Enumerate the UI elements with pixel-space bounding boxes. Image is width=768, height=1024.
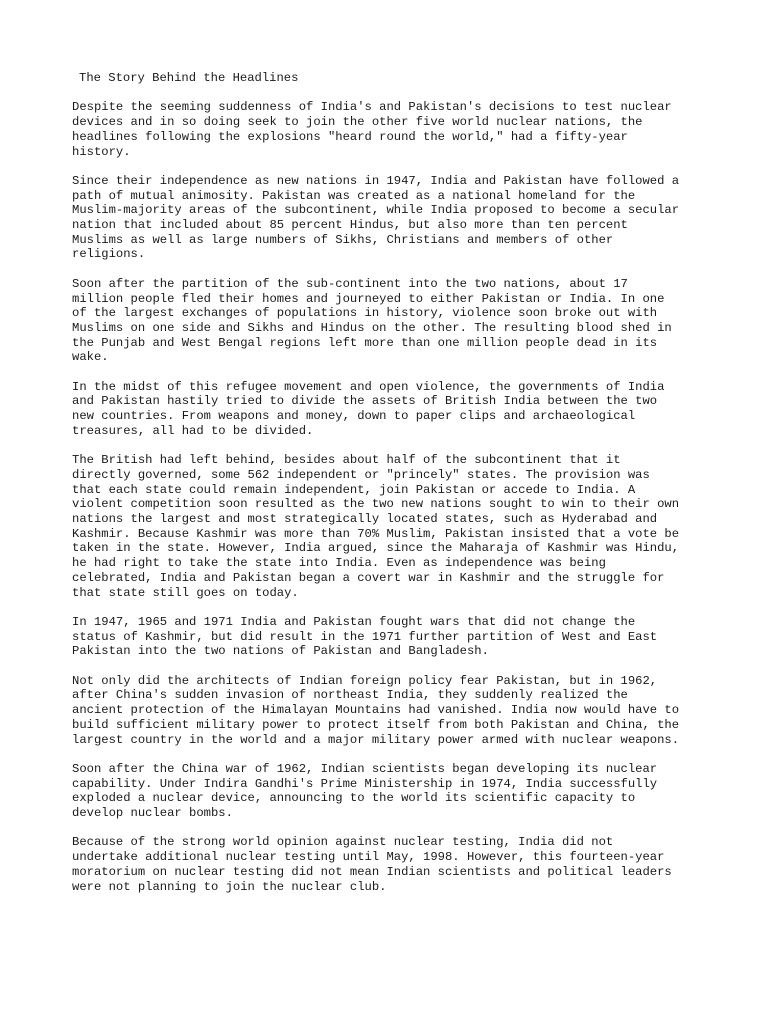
paragraph: Despite the seeming suddenness of India's and Pakistan's decisions to test nuclear devices and in so doing seek to join the other five world nuclear nations, the headlines following the explosions "heard round the world," had a fifty-year history. bbox=[72, 100, 672, 159]
paragraph: In 1947, 1965 and 1971 India and Pakistan fought wars that did not change the status of Kashmir, but did result in the 1971 further partition of West and East Pakistan into the two nations of Pakistan and Bangladesh. bbox=[72, 614, 658, 659]
document-title: The Story Behind the Headlines bbox=[79, 71, 299, 85]
paragraph: The British had left behind, besides about half of the subcontinent that it directly governed, some 562 independent or "princely" states. The provision was that each state could remain independent, join Pakistan or accede to India. A violent competition soon resulted as the two new nations sought to win to their own nations the largest and most strategically located states, such as Hyderabad and Kashmir. Because Kashmir was more than 70% Muslim, Pakistan insisted that a vote be taken in the state. However, India argued, since the Maharaja of Kashmir was Hindu, he had right to take the state into India. Even as independence was being celebrated, India and Pakistan began a covert war in Kashmir and the struggle for that state still goes on today. bbox=[72, 453, 680, 600]
paragraph: Because of the strong world opinion against nuclear testing, India did not undertake additional nuclear testing until May, 1998. However, this fourteen-year moratorium on nuclear testing did not mean Indian scientists and political leaders were not planning to join the nuclear club. bbox=[72, 835, 672, 894]
paragraph: Soon after the China war of 1962, Indian scientists began developing its nuclear capability. Under Indira Gandhi's Prime Ministership in 1974, India successfully exploded a nuclear device, announcing to the world its scientific capacity to develop nuclear bombs. bbox=[72, 761, 658, 821]
paragraph: Soon after the partition of the sub-continent into the two nations, about 17 million people fled their homes and journeyed to either Pakistan or India. In one of the largest exchanges of populations in history, violence soon broke out with Muslims on one side and Sikhs and Hindus on the other. The resulting blood shed in the Punjab and West Bengal regions left more than one million people dead in its wake. bbox=[72, 276, 672, 365]
paragraph: Not only did the architects of Indian foreign policy fear Pakistan, but in 1962, after China's sudden invasion of northeast India, they suddenly realized the ancient protection of the Himalayan Mountains had vanished. India now would have to build sufficient military power to protect itself from both Pakistan and China, the largest country in the world and a major military power armed with nuclear weapons. bbox=[72, 673, 680, 747]
document-body bbox=[72, 71, 732, 909]
paragraph: Since their independence as new nations in 1947, India and Pakistan have followed a path of mutual animosity. Pakistan was created as a national homeland for the Muslim-majority areas of the subcontinent, while India proposed to become a secular nation that included about 85 percent Hindus, but also more than ten percent Muslims as well as large numbers of Sikhs, Christians and members of other religions. bbox=[72, 173, 680, 262]
paragraph: In the midst of this refugee movement and open violence, the governments of India and Pakistan hastily tried to divide the assets of British India between the two new countries. From weapons and money, down to paper clips and archaeological treasures, all had to be divided. bbox=[72, 379, 665, 438]
